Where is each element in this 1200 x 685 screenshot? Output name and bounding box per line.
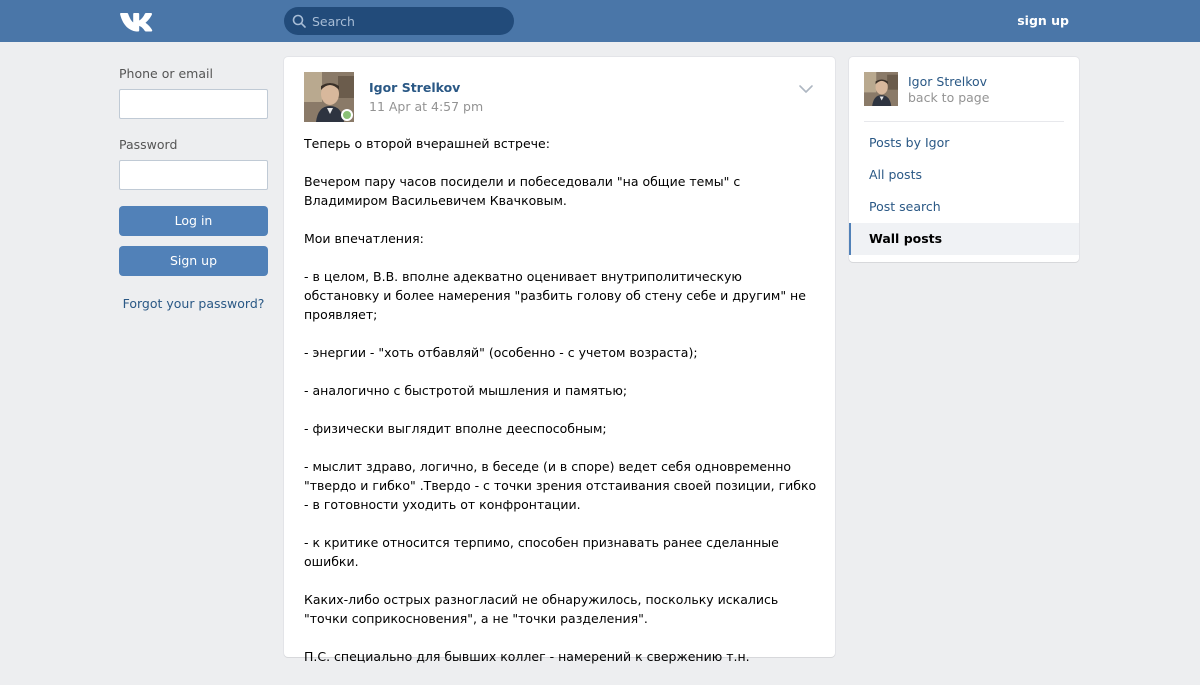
password-field[interactable] [119,160,268,190]
menu-item-posts-by-owner[interactable]: Posts by Igor [869,135,950,150]
post-paragraph: - физически выглядит вполне дееспособным; [304,421,607,436]
menu-item-wall-posts[interactable]: Wall posts [849,223,1079,255]
post-paragraph: - мыслит здраво, логично, в беседе (и в споре) ведет себя одновременно "твердо и гибко" .Твердо - с точки зрения отстаивания своей позиции, гибко - в готовности уходить от конфронтации. [304,459,817,512]
signup-button[interactable]: Sign up [119,246,268,276]
menu-item-all-posts[interactable]: All posts [869,167,922,182]
post-paragraph: П.С. специально для бывших коллег - намерений к свержению т.н. [304,649,750,664]
post-paragraph: Теперь о второй вчерашней встрече: [304,136,550,151]
post-paragraph: Мои впечатления: [304,231,424,246]
post-paragraph: - энергии - "хоть отбавляй" (особенно - с учетом возраста); [304,345,698,360]
forgot-password-link[interactable]: Forgot your password? [122,296,265,311]
avatar-image [864,72,898,106]
password-label: Password [119,137,178,152]
phone-email-field[interactable] [119,89,268,119]
signup-link[interactable]: sign up [1017,13,1069,28]
post-paragraph: Каких-либо острых разногласий не обнаружилось, поскольку искались "точки соприкосновения", а не "точки разделения". [304,592,779,626]
vk-logo-icon[interactable] [119,10,153,32]
search-input[interactable] [312,7,508,35]
wall-navigation [849,57,1079,262]
phone-email-label: Phone or email [119,66,213,81]
post-date[interactable]: 11 Apr at 4:57 pm [369,99,484,114]
search-box[interactable] [284,7,514,35]
wall-menu [849,127,1079,255]
avatar[interactable] [864,72,898,106]
menu-item-post-search[interactable]: Post search [869,199,941,214]
post-paragraph: - к критике относится терпимо, способен признавать ранее сделанные ошибки. [304,535,779,569]
wall-post [284,57,835,664]
top-header [0,0,1200,42]
profile-name-link[interactable]: Igor Strelkov [908,74,988,89]
divider [864,121,1064,122]
login-button[interactable]: Log in [119,206,268,236]
post-text [304,134,819,685]
post-paragraph: - аналогично с быстротой мышления и памятью; [304,383,628,398]
post-paragraph: Вечером пару часов посидели и побеседовали "на общие темы" с Владимиром Васильевичем Квачковым. [304,174,741,208]
login-form [119,66,268,311]
online-status-dot [341,109,353,121]
chevron-down-icon[interactable] [799,84,813,94]
search-icon [292,14,306,28]
back-to-page-link[interactable]: back to page [908,90,990,105]
post-author[interactable]: Igor Strelkov [369,80,461,95]
post-paragraph: - в целом, В.В. вполне адекватно оценивает внутриполитическую обстановку и более намерения "разбить голову об стену себе и другим" не проявляет; [304,269,806,322]
